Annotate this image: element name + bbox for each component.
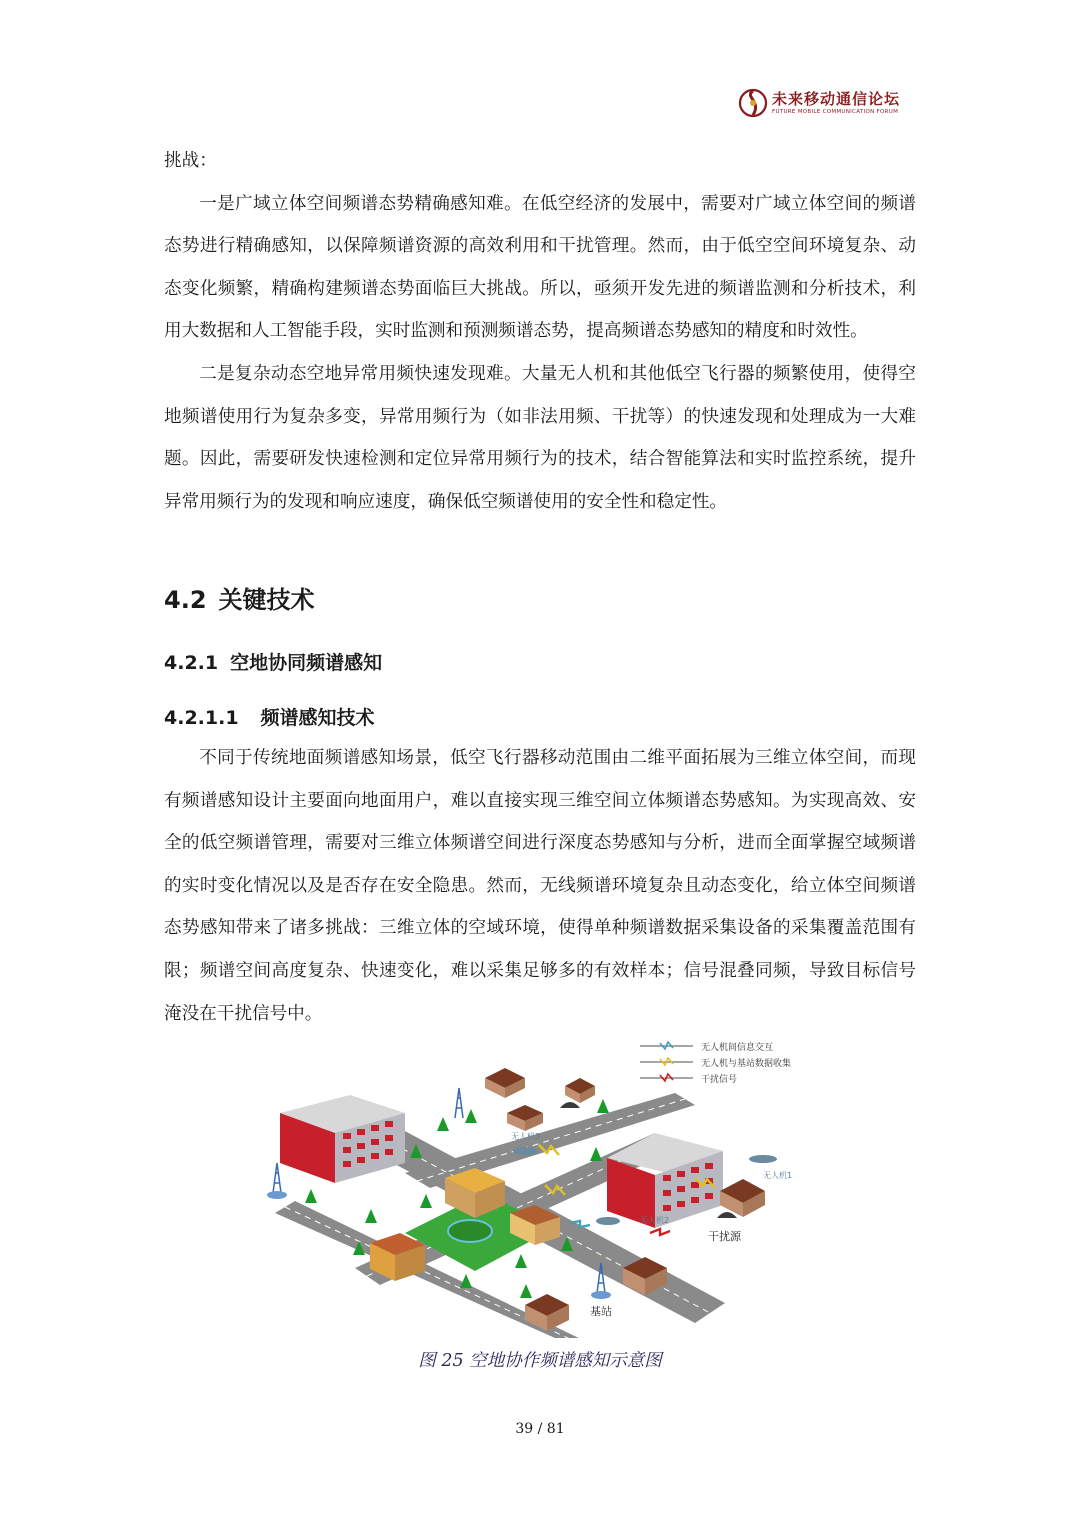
central-campus xyxy=(370,1168,560,1281)
body-text-spectrum xyxy=(164,737,916,1035)
section-heading-4-2-1 xyxy=(164,648,382,675)
satellite-dish-icon xyxy=(717,1212,737,1218)
legend-item: 干扰信号 xyxy=(701,1075,738,1085)
page-number: 39 / 81 xyxy=(515,1421,565,1437)
figure-legend xyxy=(640,1041,791,1085)
drone-3-label: 无人机3 xyxy=(511,1132,541,1141)
paragraph-challenges-intro: 挑战： xyxy=(164,151,217,171)
forum-logo-icon xyxy=(738,88,768,118)
tower-base xyxy=(267,1191,287,1199)
section-heading-4-2-1-1 xyxy=(164,703,375,730)
drone-2-label: 无人机2 xyxy=(640,1216,670,1225)
section-title: 关键技术 xyxy=(218,586,315,614)
section-number: 4.2.1.1 xyxy=(164,707,239,729)
paragraph-spectrum-sensing: 不同于传统地面频谱感知场景，低空飞行器移动范围由二维平面拓展为三维立体空间，而现有频谱感知设计主要面向地面用户，难以直接实现三维空间立体频谱态势感知。为实现高效、安全的低空频谱管理，需要对三维立体频谱空间进行深度态势感知与分析，进而全面掌握空域频谱的实时变化情况以及是否存在安全隐患。然而，无线频谱环境复杂且动态变化，给立体空间频谱态势感知带来了诸多挑战：三维立体的空域环境，使得单种频谱数据采集设备的采集覆盖范围有限；频谱空间高度复杂、快速变化，难以采集足够多的有效样本；信号混叠同频，导致目标信号淹没在干扰信号中。 xyxy=(164,748,916,1024)
paragraph-challenge-2: 二是复杂动态空地异常用频快速发现难。大量无人机和其他低空飞行器的频繁使用，使得空地频谱使用行为复杂多变，异常用频行为（如非法用频、干扰等）的快速发现和处理成为一大难题。因此，需要研发快速检测和定位异常用频行为的技术，结合智能算法和实时监控系统，提升异常用频行为的发现和响应速度，确保低空频谱使用的安全性和稳定性。 xyxy=(164,363,916,512)
legend-item: 无人机与基站数据收集 xyxy=(701,1059,792,1069)
legend-bolt-icon xyxy=(660,1058,673,1065)
drone-icon xyxy=(749,1155,777,1163)
cell-tower-icon xyxy=(455,1088,463,1118)
logo-english-name: FUTURE MOBILE COMMUNICATION FORUM xyxy=(772,109,899,115)
cell-tower-icon xyxy=(273,1163,281,1193)
jammer-label: 干扰源 xyxy=(708,1230,741,1243)
legend-bolt-icon xyxy=(660,1074,673,1081)
drone-1-label: 无人机1 xyxy=(763,1171,793,1180)
figure-caption: 图 25 空地协作频谱感知示意图 xyxy=(418,1351,662,1371)
legend-item: 无人机间信息交互 xyxy=(701,1043,774,1053)
section-title: 频谱感知技术 xyxy=(260,707,375,729)
body-text xyxy=(164,140,916,523)
drone-icon xyxy=(513,1147,537,1155)
logo-chinese-name: 未来移动通信论坛 xyxy=(772,90,901,108)
legend-bolt-icon xyxy=(660,1042,673,1049)
section-number: 4.2.1 xyxy=(164,652,219,674)
forum-logo xyxy=(738,88,900,118)
apartment-building-left xyxy=(280,1095,405,1183)
satellite-dish-icon xyxy=(560,1102,580,1108)
tower-base xyxy=(591,1291,611,1299)
spectrum-sensing-illustration xyxy=(255,1033,815,1338)
drone-icon xyxy=(596,1217,620,1225)
section-number: 4.2 xyxy=(164,586,207,614)
section-title: 空地协同频谱感知 xyxy=(230,652,383,674)
section-heading-4-2 xyxy=(164,580,315,615)
paragraph-challenge-1: 一是广域立体空间频谱态势精确感知难。在低空经济的发展中，需要对广域立体空间的频谱态势进行精确感知，以保障频谱资源的高效利用和干扰管理。然而，由于低空空间环境复杂、动态变化频繁，精确构建频谱态势面临巨大挑战。所以，亟须开发先进的频谱监测和分析技术，利用大数据和人工智能手段，实时监测和预测频谱态势，提高频谱态势感知的精度和时效性。 xyxy=(164,193,916,342)
base-station-label: 基站 xyxy=(590,1305,612,1318)
